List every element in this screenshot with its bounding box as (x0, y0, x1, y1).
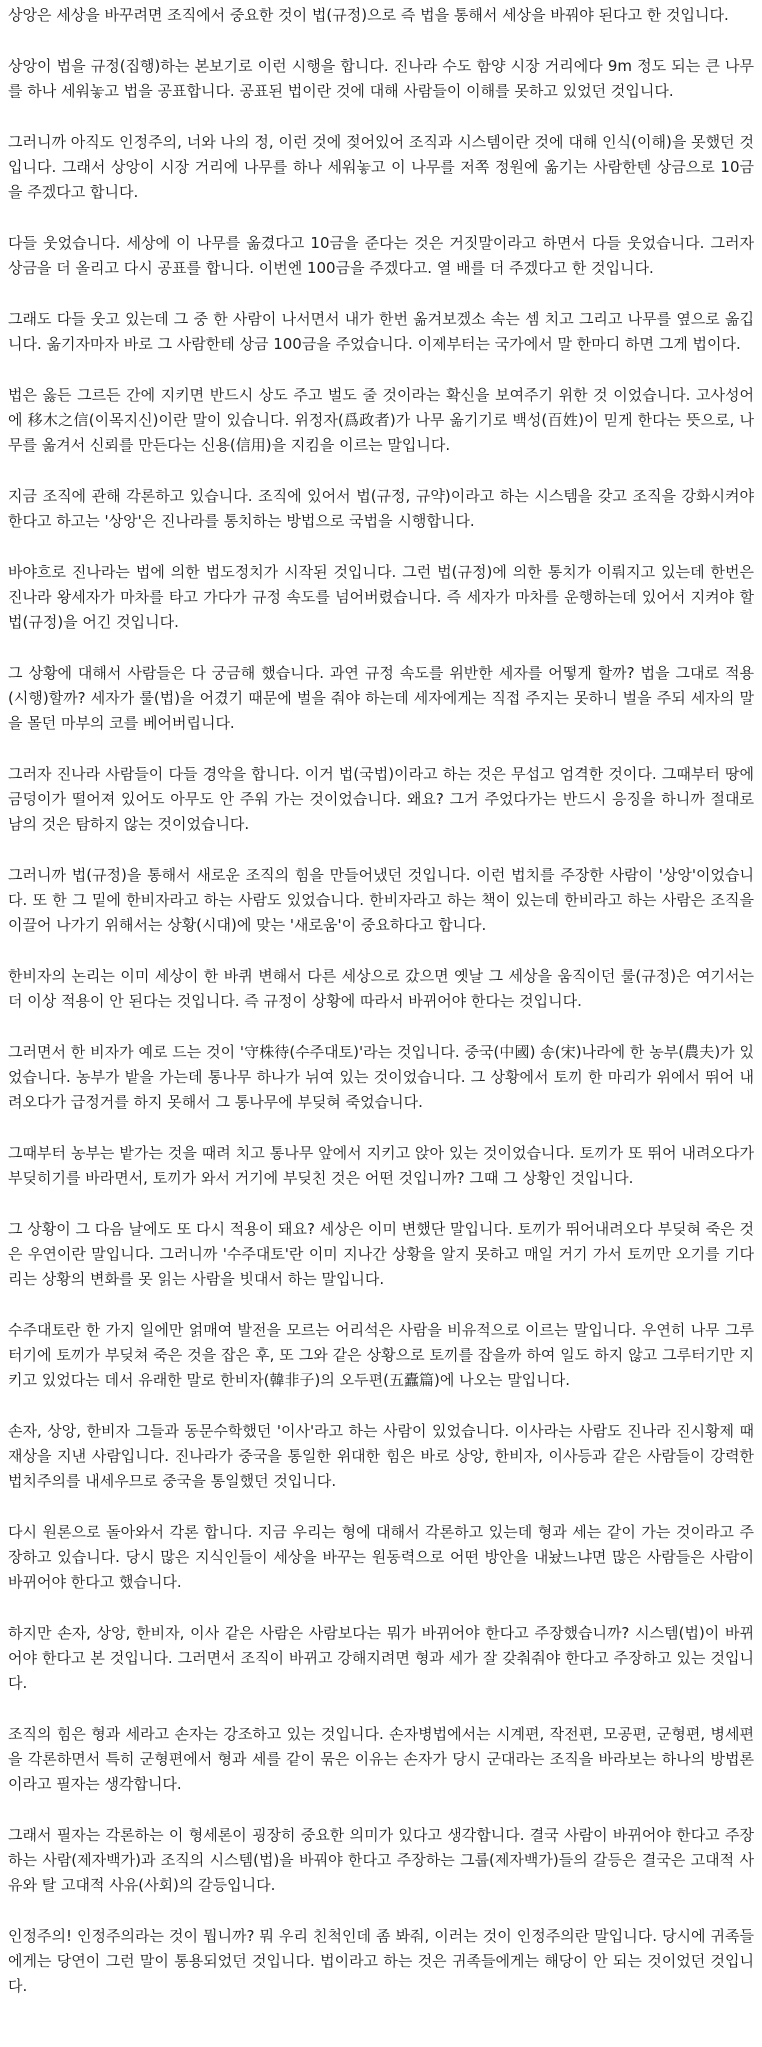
paragraph: 인정주의! 인정주의라는 것이 뭡니까? 뭐 우리 친척인데 좀 봐줘, 이러는 것이 인정주의란 말입니다. 당시에 귀족들에게는 당연이 그런 말이 통용되었던 것입니다. 법이라고 하는 것은 귀족들에게는 해당이 안 되는 것이었던 것입니다. (8, 1927, 754, 1995)
paragraph: 그러자 진나라 사람들이 다들 경악을 합니다. 이거 법(국법)이라고 하는 것은 무섭고 엄격한 것이다. 그때부터 땅에 금덩이가 떨어져 있어도 아무도 안 주워 가는 것이었습니다. 왜요? 그거 주었다가는 반드시 응징을 하니까 절대로 남의 것은 탐하지 않는 것이었습니다. (8, 765, 754, 833)
paragraph: 그때부터 농부는 밭가는 것을 때려 치고 통나무 앞에서 지키고 앉아 있는 것이었습니다. 토끼가 또 뛰어 내려오다가 부딪히기를 바라면서, 토끼가 와서 거기에 부딪친 것은 어떤 것입니까? 그때 그 상황인 것입니다. (8, 1144, 754, 1187)
paragraph: 수주대토란 한 가지 일에만 얽매여 발전을 모르는 어리석은 사람을 비유적으로 이르는 말입니다. 우연히 나무 그루터기에 토끼가 부딪쳐 죽은 것을 잡은 후, 또 그와 같은 상황으로 토끼를 잡을까 하여 일도 하지 않고 그루터기만 지키고 있었다는 데서 유래한 말로 한비자(韓非子)의 오두편(五蠹篇)에 나오는 말입니다. (8, 1321, 754, 1389)
paragraph: 그러면서 한 비자가 예로 드는 것이 '守株待(수주대토)'라는 것입니다. 중국(中國) 송(宋)나라에 한 농부(農夫)가 있었습니다. 농부가 밭을 가는데 통나무 하나가 뉘여 있는 것이었습니다. 그 상황에서 토끼 한 마리가 위에서 뛰어 내려오다가 급정거를 하지 못해서 그 통나무에 부딪혀 죽었습니다. (8, 1043, 754, 1111)
paragraph: 그 상황에 대해서 사람들은 다 궁금해 했습니다. 과연 규정 속도를 위반한 세자를 어떻게 할까? 법을 그대로 적용(시행)할까? 세자가 룰(법)을 어겼기 때문에 벌을 줘야 하는데 세자에게는 직접 주지는 못하니 벌을 주되 세자의 말을 몰던 마부의 코를 베어버립니다. (8, 664, 754, 732)
paragraph: 그래도 다들 웃고 있는데 그 중 한 사람이 나서면서 내가 한번 옮겨보겠소 속는 셈 치고 그리고 나무를 옆으로 옮깁니다. 옮기자마자 바로 그 사람한테 상금 100금을 주었습니다. 이제부터는 국가에서 말 한마디 하면 그게 법이다. (8, 310, 754, 353)
paragraph: 다시 원론으로 돌아와서 각론 합니다. 지금 우리는 형에 대해서 각론하고 있는데 형과 세는 같이 가는 것이라고 주장하고 있습니다. 당시 많은 지식인들이 세상을 바꾸는 원동력으로 어떤 방안을 내놨느냐면 많은 사람들은 사람이 바뀌어야 한다고 했습니다. (8, 1523, 754, 1591)
paragraph: 다들 웃었습니다. 세상에 이 나무를 옮겼다고 10금을 준다는 것은 거짓말이라고 하면서 다들 웃었습니다. 그러자 상금을 더 올리고 다시 공표를 합니다. 이번엔 100금을 주겠다고. 열 배를 더 주겠다고 한 것입니다. (8, 234, 754, 277)
paragraph: 그러니까 법(규정)을 통해서 새로운 조직의 힘을 만들어냈던 것입니다. 이런 법치를 주장한 사람이 '상앙'이었습니다. 또 한 그 밑에 한비자라고 하는 사람도 있었습니다. 한비자라고 하는 책이 있는데 한비라고 하는 사람은 조직을 이끌어 나가기 위해서는 상황(시대)에 맞는 '새로움'이 중요하다고 합니다. (8, 866, 754, 934)
paragraph: 법은 옳든 그르든 간에 지키면 반드시 상도 주고 벌도 줄 것이라는 확신을 보여주기 위한 것 이었습니다. 고사성어에 移木之信(이목지신)이란 말이 있습니다. 위정자(爲政者)가 나무 옮기기로 백성(百姓)이 믿게 한다는 뜻으로, 나무를 옮겨서 신뢰를 만든다는 신용(信用)을 지킴을 이르는 말입니다. (8, 386, 754, 454)
paragraph: 한비자의 논리는 이미 세상이 한 바퀴 변해서 다른 세상으로 갔으면 옛날 그 세상을 움직이던 룰(규정)은 여기서는 더 이상 적용이 안 된다는 것입니다. 즉 규정이 상황에 따라서 바뀌어야 한다는 것입니다. (8, 967, 754, 1010)
paragraph: 그래서 필자는 각론하는 이 형세론이 굉장히 중요한 의미가 있다고 생각합니다. 결국 사람이 바뀌어야 한다고 주장하는 사람(제자백가)과 조직의 시스템(법)을 바꿔야 한다고 주장하는 그룹(제자백가)들의 갈등은 결국은 고대적 사유와 탈 고대적 사유(사회)의 갈등입니다. (8, 1826, 754, 1894)
paragraph: 하지만 손자, 상앙, 한비자, 이사 같은 사람은 사람보다는 뭐가 바뀌어야 한다고 주장했습니까? 시스템(법)이 바뀌어야 한다고 본 것입니다. 그러면서 조직이 바뀌고 강해지려면 형과 세가 잘 갖춰줘야 한다고 주장하고 있는 것입니다. (8, 1624, 754, 1692)
paragraph: 지금 조직에 관해 각론하고 있습니다. 조직에 있어서 법(규정, 규약)이라고 하는 시스템을 갖고 조직을 강화시켜야 한다고 하고는 '상앙'은 진나라를 통치하는 방법으로 국법을 시행합니다. (8, 487, 754, 530)
paragraph: 조직의 힘은 형과 세라고 손자는 강조하고 있는 것입니다. 손자병법에서는 시계편, 작전편, 모공편, 군형편, 병세편을 각론하면서 특히 군형편에서 형과 세를 같이 묶은 이유는 손자가 당시 군대라는 조직을 바라보는 하나의 방법론이라고 필자는 생각합니다. (8, 1725, 754, 1793)
paragraph: 그 상황이 그 다음 날에도 또 다시 적용이 돼요? 세상은 이미 변했단 말입니다. 토끼가 뛰어내려오다 부딪혀 죽은 것은 우연이란 말입니다. 그러니까 '수주대토'란 이미 지나간 상황을 알지 못하고 매일 거기 가서 토끼만 오기를 기다리는 상황의 변화를 못 읽는 사람을 빗대서 하는 말입니다. (8, 1220, 754, 1288)
paragraph: 바야흐로 진나라는 법에 의한 법도정치가 시작된 것입니다. 그런 법(규정)에 의한 통치가 이뤄지고 있는데 한번은 진나라 왕세자가 마차를 타고 가다가 규정 속도를 넘어버렸습니다. 즉 세자가 마차를 운행하는데 있어서 지켜야 할 법(규정)을 어긴 것입니다. (8, 563, 754, 631)
paragraph: 상앙이 법을 규정(집행)하는 본보기로 이런 시행을 합니다. 진나라 수도 함양 시장 거리에다 9m 정도 되는 큰 나무를 하나 세워놓고 법을 공표합니다. 공표된 법이란 것에 대해 사람들이 이해를 못하고 있었던 것입니다. (8, 57, 754, 100)
paragraph: 그러니까 아직도 인정주의, 너와 나의 정, 이런 것에 젖어있어 조직과 시스템이란 것에 대해 인식(이해)을 못했던 것입니다. 그래서 상앙이 시장 거리에 나무를 하나 세워놓고 이 나무를 저쪽 정원에 옮기는 사람한텐 상금으로 10금을 주겠다고 합니다. (8, 133, 754, 201)
paragraph: 상앙은 세상을 바꾸려면 조직에서 중요한 것이 법(규정)으로 즉 법을 통해서 세상을 바꿔야 된다고 한 것입니다. (8, 6, 729, 24)
paragraph: 손자, 상앙, 한비자 그들과 동문수학했던 '이사'라고 하는 사람이 있었습니다. 이사라는 사람도 진나라 진시황제 때 재상을 지낸 사람입니다. 진나라가 중국을 통일한 위대한 힘은 바로 상앙, 한비자, 이사등과 같은 사람들이 강력한 법치주의를 내세우므로 중국을 통일했던 것입니다. (8, 1422, 754, 1490)
